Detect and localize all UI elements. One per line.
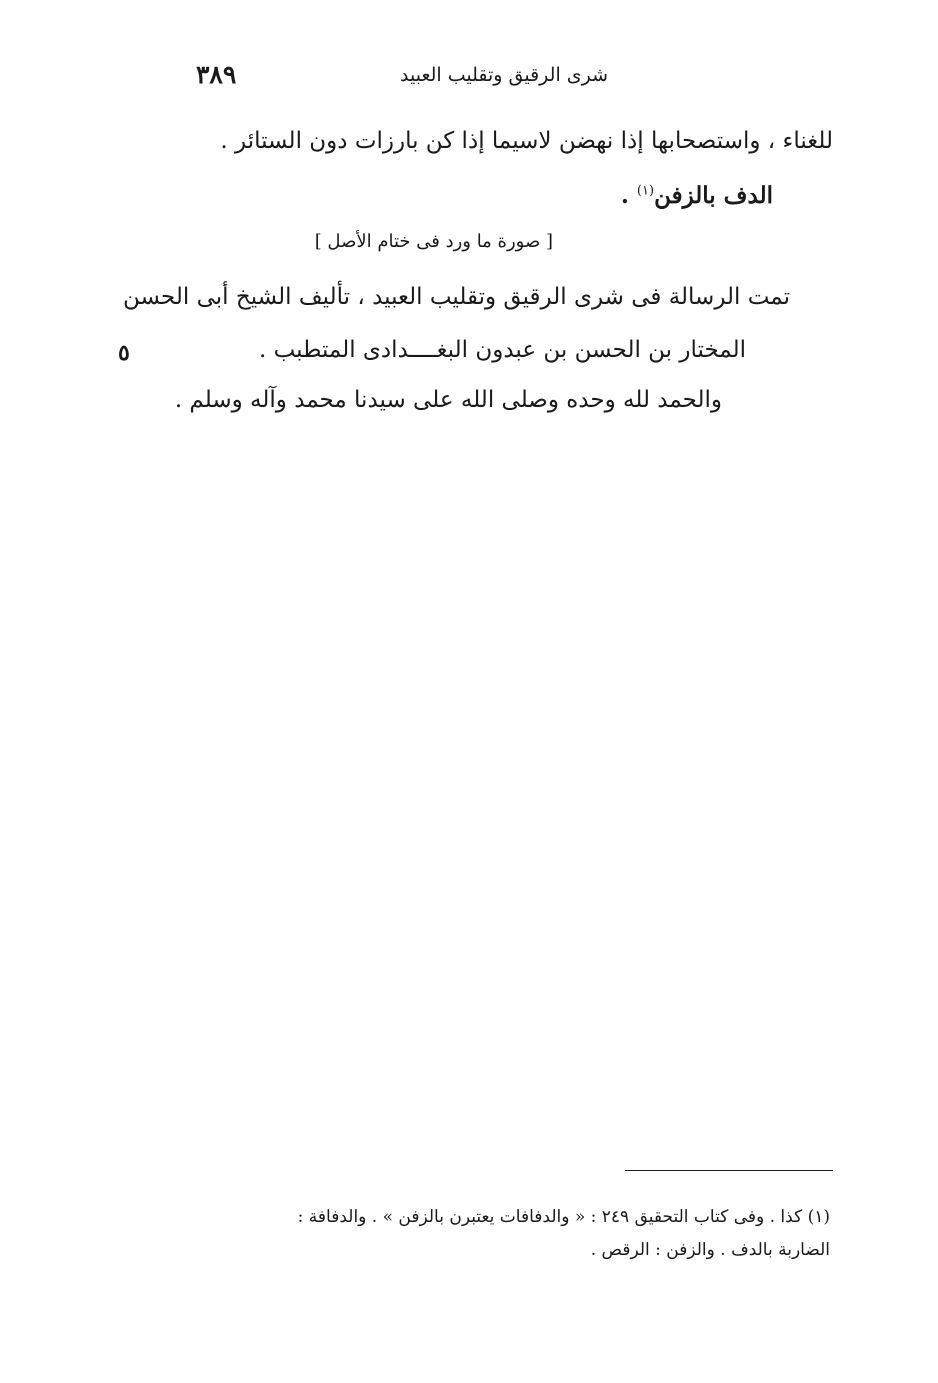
colophon-heading: [ صورة ما ورد فى ختام الأصل ]: [314, 231, 553, 252]
page-number: ٣٨٩: [196, 60, 237, 89]
footnote-separator: [625, 1170, 833, 1171]
colophon-line-1: تمت الرسالة فى شرى الرقيق وتقليب العبيد ، تأليف الشيخ أبى الحسن: [123, 284, 790, 310]
body-line-1: للغناء ، واستصحابها إذا نهضن لاسيما إذا كن بارزات دون الستائر .: [220, 128, 833, 154]
colophon-line-2: المختار بن الحسن بن عبدون البغــــدادى المتطبب .: [258, 337, 746, 363]
line-number-marker: ٥: [118, 340, 130, 366]
footnote-line-2: الضاربة بالدف . والزفن : الرقص .: [590, 1240, 830, 1260]
colophon-line-3: والحمد لله وحده وصلى الله على سيدنا محمد وآله وسلم .: [174, 387, 722, 413]
running-title: شرى الرقيق وتقليب العبيد: [400, 64, 609, 86]
footnote-reference: (١): [636, 183, 655, 199]
body-line-2-end: .: [620, 182, 637, 209]
body-line-2-text: الدف بالزفن: [654, 182, 773, 209]
footnote-line-1: (١) كذا . وفى كتاب التحقيق ٢٤٩ : « والدفافات يعتبرن بالزفن » . والدفافة :: [297, 1207, 830, 1227]
body-line-2: [621, 182, 773, 209]
